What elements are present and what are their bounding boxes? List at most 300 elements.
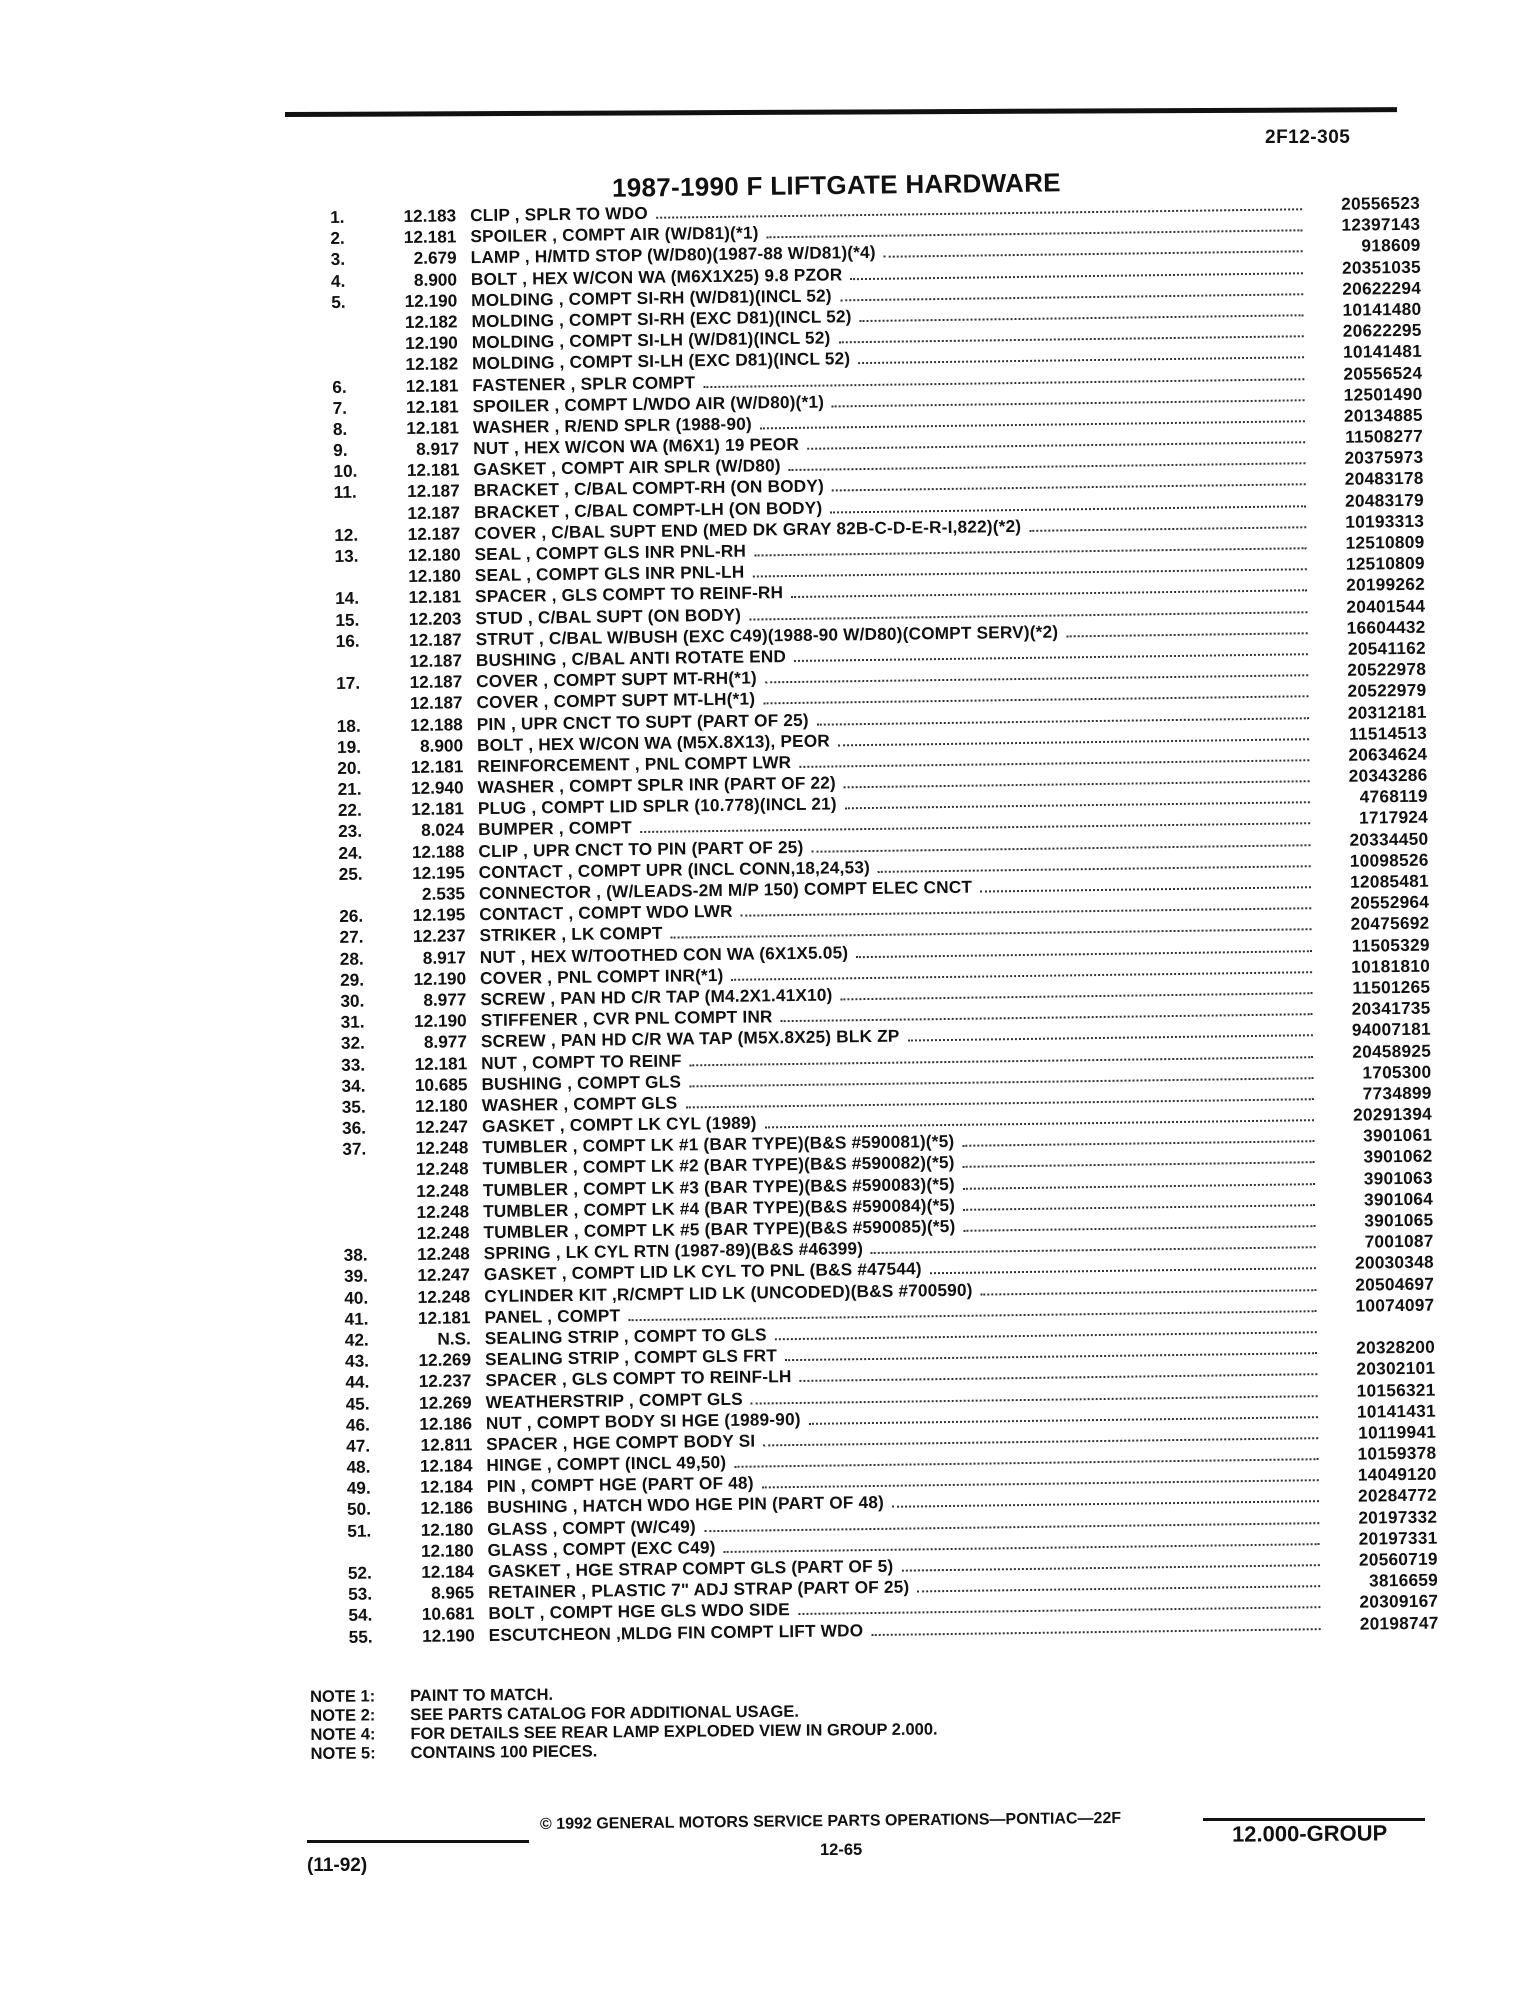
leader-dots — [917, 1585, 1320, 1592]
ref-number: 40. — [344, 1287, 369, 1308]
leader-dots — [840, 293, 1303, 301]
page-title: 1987-1990 F LIFTGATE HARDWARE — [611, 167, 1062, 203]
part-description: TUMBLER , COMPT LK #5 (BAR TYPE)(B&S #590085)(*5) — [483, 1215, 956, 1243]
group-number: 12.203 — [408, 607, 462, 629]
group-number: 12.248 — [415, 1158, 469, 1180]
ref-number — [348, 1557, 390, 1558]
part-description: GLASS , COMPT (W/C49) — [487, 1515, 696, 1539]
ref-number: 55. — [348, 1626, 373, 1647]
leader-dots — [981, 1289, 1317, 1295]
group-number: 12.181 — [410, 756, 464, 777]
part-number: 94007181 — [1351, 1018, 1431, 1041]
ref-number: 29. — [339, 969, 365, 990]
group-number: 12.183 — [403, 205, 457, 227]
leader-dots — [1066, 632, 1307, 637]
ref-number — [332, 350, 374, 351]
leader-dots — [1029, 526, 1306, 532]
group-number: 12.186 — [419, 1412, 473, 1434]
part-description: CYLINDER KIT ,R/CMPT LID LK (UNCODED)(B&S #700590) — [484, 1279, 973, 1306]
group-number: 12.187 — [409, 692, 463, 714]
part-number: 20458925 — [1352, 1040, 1432, 1062]
part-description: SEAL , COMPT GLS INR PNL-LH — [474, 561, 745, 586]
ref-number — [334, 519, 376, 520]
leader-dots — [892, 1501, 1319, 1509]
group-number: 10.685 — [414, 1073, 468, 1095]
part-description: BUSHING , COMPT GLS — [481, 1071, 682, 1094]
leader-dots — [962, 1140, 1314, 1147]
part-number: 20302101 — [1356, 1357, 1436, 1379]
part-description: SPOILER , COMPT AIR (W/D81)(*1) — [470, 222, 759, 247]
part-description: TUMBLER , COMPT LK #2 (BAR TYPE)(B&S #590082)(*5) — [482, 1152, 955, 1179]
leader-dots — [832, 484, 1306, 492]
group-number: 12.248 — [416, 1201, 470, 1222]
ref-number: 31. — [340, 1011, 365, 1033]
note-label: NOTE 5: — [310, 1744, 376, 1763]
group-number: 12.187 — [409, 671, 463, 693]
group-number: 12.184 — [421, 1561, 475, 1582]
part-number: 3901064 — [1363, 1188, 1434, 1210]
group-number: 8.900 — [419, 734, 464, 756]
part-number: 12510809 — [1345, 531, 1425, 553]
group-number: 12.187 — [407, 480, 460, 502]
group-number: 12.188 — [410, 713, 463, 735]
part-number: 20284772 — [1357, 1485, 1438, 1507]
part-number: 20375973 — [1344, 446, 1424, 468]
ref-number: 54. — [348, 1604, 373, 1626]
part-description: WEATHERSTRIP , COMPT GLS — [485, 1388, 743, 1412]
ref-number: 17. — [336, 672, 361, 694]
part-number: 10141480 — [1342, 298, 1422, 320]
part-description: SCREW , PAN HD C/R WA TAP (M5X.8X25) BLK ZP — [480, 1025, 900, 1052]
ref-number: 41. — [344, 1308, 369, 1329]
part-number: 12397143 — [1341, 213, 1421, 235]
group-number: 12.180 — [420, 1540, 474, 1561]
group-number: 12.940 — [410, 777, 464, 799]
group-number: 12.247 — [415, 1116, 469, 1138]
part-description: MOLDING , COMPT SI-LH (EXC D81)(INCL 52) — [471, 348, 851, 374]
group-number: 12.190 — [405, 332, 458, 354]
part-number: 20309167 — [1359, 1590, 1439, 1613]
page-code: 2F12-305 — [1265, 127, 1351, 148]
part-description: NUT , COMPT BODY SI HGE (1989-90) — [485, 1408, 801, 1433]
part-description: COVER , C/BAL SUPT END (MED DK GRAY 82B-C-D-E-R-I,822)(*2) — [474, 515, 1022, 543]
part-description: BOLT , COMPT HGE GLS WDO SIDE — [488, 1599, 791, 1624]
part-description: GASKET , COMPT LK CYL (1989) — [481, 1112, 757, 1137]
note-label: NOTE 4: — [310, 1725, 376, 1744]
part-description: GASKET , COMPT LID LK CYL TO PNL (B&S #47544) — [483, 1258, 922, 1285]
part-description: COVER , COMPT SUPT MT-LH(*1) — [476, 688, 756, 713]
group-number: 8.917 — [422, 946, 466, 968]
leader-dots — [830, 505, 1306, 513]
part-number: 7001087 — [1364, 1230, 1434, 1252]
part-description: WASHER , COMPT GLS — [481, 1092, 678, 1115]
ref-number: 4. — [330, 270, 346, 291]
part-number: 20199262 — [1346, 574, 1426, 596]
ref-number: 32. — [340, 1032, 365, 1054]
leader-dots — [963, 1204, 1315, 1211]
leader-dots — [832, 399, 1305, 407]
note-text: FOR DETAILS SEE REAR LAMP EXPLODED VIEW IN GROUP 2.000. — [410, 1720, 938, 1744]
group-number: N.S. — [437, 1328, 471, 1349]
ref-number: 15. — [335, 609, 360, 630]
part-description: TUMBLER , COMPT LK #3 (BAR TYPE)(B&S #590083)(*5) — [482, 1173, 955, 1200]
part-number: 11501265 — [1352, 976, 1431, 998]
part-number: 3901061 — [1363, 1124, 1433, 1146]
ref-number: 38. — [343, 1244, 368, 1266]
part-number — [1325, 1332, 1435, 1333]
ref-number: 18. — [336, 715, 361, 736]
part-number: 20134885 — [1343, 404, 1423, 426]
part-number: 4768119 — [1359, 785, 1428, 807]
ref-number: 48. — [346, 1456, 371, 1477]
part-number: 1717924 — [1358, 807, 1429, 829]
part-description: PIN , UPR CNCT TO SUPT (PART OF 25) — [476, 709, 809, 734]
part-description: BOLT , HEX W/CON WA (M6X1X25) 9.8 PZOR — [470, 263, 843, 289]
part-number: 3901065 — [1364, 1209, 1434, 1231]
group-number: 12.184 — [420, 1476, 473, 1498]
ref-number: 51. — [347, 1520, 372, 1541]
ref-number: 1. — [330, 206, 345, 227]
part-description: CLIP , UPR CNCT TO PIN (PART OF 25) — [478, 836, 804, 861]
part-description: COVER , PNL COMPT INR(*1) — [479, 964, 724, 988]
group-number: 12.182 — [404, 311, 458, 332]
part-number: 16604432 — [1346, 616, 1426, 638]
part-number: 20634624 — [1348, 743, 1428, 765]
part-description: SEALING STRIP , COMPT TO GLS — [484, 1324, 767, 1349]
group-number: 10.681 — [421, 1603, 475, 1625]
part-number: 10119941 — [1358, 1421, 1437, 1443]
ref-number — [332, 328, 374, 329]
leader-dots — [860, 314, 1304, 322]
ref-number: 39. — [343, 1265, 369, 1287]
group-number: 8.900 — [413, 268, 458, 290]
part-number: 10193313 — [1345, 510, 1425, 532]
ref-number: 36. — [341, 1117, 367, 1138]
part-description: PANEL , COMPT — [484, 1305, 621, 1327]
leader-dots — [963, 1225, 1315, 1232]
part-number: 20030348 — [1354, 1252, 1435, 1274]
part-description: ESCUTCHEON ,MLDG FIN COMPT LIFT WDO — [488, 1619, 864, 1645]
ref-number: 14. — [334, 588, 360, 609]
part-description: PLUG , COMPT LID SPLR (10.778)(INCL 21) — [477, 793, 837, 819]
group-number: 12.181 — [414, 1052, 468, 1074]
ref-number: 33. — [341, 1054, 366, 1075]
part-description: CLIP , SPLR TO WDO — [469, 202, 648, 226]
ref-number: 34. — [341, 1075, 366, 1096]
part-number: 3901063 — [1363, 1167, 1433, 1189]
part-number: 20197332 — [1358, 1506, 1438, 1528]
leader-dots — [901, 1564, 1319, 1571]
part-description: GASKET , COMPT AIR SPLR (W/D80) — [473, 455, 781, 480]
group-number: 12.190 — [421, 1624, 475, 1646]
part-description: NUT , COMPT TO REINF — [481, 1049, 682, 1073]
part-number: 20334450 — [1349, 828, 1429, 850]
part-number: 12501490 — [1343, 383, 1423, 405]
group-number: 12.180 — [407, 544, 461, 566]
group-number: 12.248 — [415, 1137, 469, 1159]
part-number: 918609 — [1361, 235, 1421, 256]
part-number: 20483178 — [1344, 468, 1424, 490]
leader-dots — [980, 886, 1311, 892]
part-number: 10141481 — [1342, 341, 1423, 363]
group-number: 12.247 — [417, 1264, 471, 1286]
group-number: 8.917 — [416, 438, 460, 459]
leader-dots — [878, 865, 1311, 873]
part-description: SCREW , PAN HD C/R TAP (M4.2X1.41X10) — [480, 984, 833, 1010]
ref-number: 52. — [347, 1562, 372, 1583]
group-number: 12.181 — [405, 374, 459, 396]
part-number: 20560719 — [1358, 1548, 1438, 1570]
copyright-line: © 1992 GENERAL MOTORS SERVICE PARTS OPERATIONS—PONTIAC—22F — [539, 1809, 1122, 1834]
group-number: 12.184 — [419, 1455, 473, 1476]
group-number: 12.182 — [405, 353, 459, 375]
part-description: GLASS , COMPT (EXC C49) — [487, 1536, 716, 1560]
part-description: FASTENER , SPLR COMPT — [472, 371, 696, 395]
ref-number: 24. — [338, 842, 363, 863]
ref-number: 43. — [344, 1350, 370, 1372]
group-number: 12.195 — [412, 904, 466, 926]
group-number: 12.269 — [418, 1391, 472, 1413]
ref-number: 19. — [336, 736, 362, 757]
part-description: SPRING , LK CYL RTN (1987-89)(B&S #46399) — [483, 1238, 864, 1264]
part-description: BRACKET , C/BAL COMPT-LH (ON BODY) — [473, 497, 823, 522]
part-description: BUMPER , COMPT — [478, 817, 632, 840]
part-number: 10098526 — [1349, 849, 1429, 871]
leader-dots — [845, 801, 1310, 809]
leader-dots — [838, 335, 1303, 343]
group-number: 12.187 — [407, 501, 461, 523]
ref-number: 6. — [332, 376, 347, 397]
group-number: 12.181 — [406, 417, 460, 438]
ref-number: 50. — [346, 1499, 372, 1520]
part-number: 10074097 — [1355, 1294, 1435, 1316]
group-number: 12.181 — [417, 1307, 471, 1328]
ref-number: 7. — [332, 397, 348, 418]
part-description: SPACER , GLS COMPT TO REINF-RH — [474, 582, 784, 607]
part-number: 7734899 — [1362, 1082, 1432, 1104]
part-description: NUT , HEX W/CON WA (M6X1) 19 PEOR — [473, 433, 800, 459]
group-number: 12.180 — [415, 1095, 468, 1116]
part-number: 11508277 — [1345, 425, 1424, 447]
ref-number: 44. — [345, 1371, 370, 1393]
ref-number: 37. — [342, 1138, 367, 1160]
group-number: 2.535 — [421, 883, 466, 904]
ref-number — [343, 1176, 385, 1177]
ref-number: 10. — [333, 460, 358, 482]
ref-number: 13. — [334, 545, 359, 566]
group-number: 2.679 — [413, 247, 457, 269]
leader-dots — [963, 1162, 1315, 1169]
group-number: 12.190 — [413, 968, 467, 989]
group-number: 8.965 — [431, 1582, 475, 1603]
leader-dots — [871, 1628, 1320, 1636]
ref-number: 16. — [335, 630, 360, 651]
part-description: SPOILER , COMPT L/WDO AIR (W/D80)(*1) — [472, 391, 825, 416]
part-number: 12510809 — [1345, 552, 1425, 574]
ref-number — [336, 667, 378, 668]
ref-number: 11. — [333, 482, 357, 503]
ref-number: 3. — [330, 249, 346, 270]
group-number: 12.187 — [409, 650, 463, 671]
part-description: NUT , HEX W/TOOTHED CON WA (6X1X5.05) — [479, 941, 849, 967]
note-row — [310, 1740, 937, 1764]
part-description: CONNECTOR , (W/LEADS-2M M/P 150) COMPT ELEC CNCT — [478, 876, 973, 904]
leader-dots — [844, 780, 1310, 788]
leader-dots — [850, 272, 1303, 280]
part-number: 3901062 — [1363, 1146, 1433, 1167]
part-description: SEAL , COMPT GLS INR PNL-RH — [474, 540, 747, 565]
footer-rule-left — [307, 1840, 529, 1843]
parts-list — [330, 193, 1439, 1648]
part-number: 3816659 — [1368, 1569, 1439, 1591]
ref-number — [343, 1197, 385, 1198]
leader-dots — [908, 1035, 1313, 1042]
group-number: 8.977 — [423, 1031, 468, 1053]
ref-number — [335, 583, 377, 584]
group-number: 12.269 — [418, 1349, 472, 1371]
ref-number: 46. — [345, 1414, 370, 1435]
group-number: 12.180 — [420, 1518, 474, 1540]
part-description: CONTACT , COMPT WDO LWR — [479, 900, 733, 925]
leader-dots — [930, 1268, 1316, 1275]
group-number: 12.237 — [418, 1370, 472, 1392]
group-number: 12.248 — [417, 1243, 470, 1265]
ref-number: 9. — [333, 439, 348, 461]
leader-dots — [871, 1246, 1316, 1254]
part-description: BOLT , HEX W/CON WA (M5X.8X13), PEOR — [476, 730, 831, 755]
leader-dots — [963, 1183, 1315, 1190]
part-number: 11505329 — [1351, 934, 1430, 956]
part-number: 10141431 — [1356, 1400, 1436, 1422]
part-description: WASHER , COMPT SPLR INR (PART OF 22) — [477, 772, 837, 798]
ref-number: 49. — [346, 1477, 371, 1499]
note-label: NOTE 2: — [310, 1706, 376, 1725]
part-description: STUD , C/BAL SUPT (ON BODY) — [475, 604, 742, 628]
group-number: 12.190 — [404, 290, 458, 311]
ref-number: 12. — [334, 524, 359, 545]
part-description: GASKET , HGE STRAP COMPT GLS (PART OF 5) — [487, 1555, 894, 1582]
group-number: 12.248 — [416, 1179, 470, 1201]
ref-number: 5. — [331, 291, 346, 312]
page-number: 12-65 — [820, 1841, 863, 1859]
ref-number: 23. — [338, 821, 363, 842]
part-number: 20291394 — [1352, 1103, 1433, 1125]
part-description: LAMP , H/MTD STOP (W/D80)(1987-88 W/D81)(*4) — [470, 242, 876, 268]
ref-number: 42. — [344, 1329, 369, 1350]
part-number: 20341735 — [1351, 997, 1431, 1019]
part-description: SEALING STRIP , COMPT GLS FRT — [484, 1345, 778, 1370]
ref-number: 30. — [340, 990, 365, 1011]
group-number: 12.237 — [412, 925, 466, 947]
part-number: 20522979 — [1347, 680, 1427, 702]
part-description: MOLDING , COMPT SI-RH (W/D81)(INCL 52) — [471, 285, 832, 310]
part-description: PIN , COMPT HGE (PART OF 48) — [486, 1472, 754, 1497]
group-number: 8.977 — [423, 989, 467, 1010]
part-description: BUSHING , C/BAL ANTI ROTATE END — [475, 646, 787, 671]
part-number: 20475692 — [1350, 913, 1430, 935]
part-description: STRIKER , LK COMPT — [479, 923, 663, 946]
note-text: PAINT TO MATCH. — [409, 1685, 554, 1706]
part-number: 10181810 — [1351, 955, 1431, 977]
revision-date: (11-92) — [307, 1855, 368, 1876]
ref-number — [339, 900, 381, 901]
ref-number: 8. — [332, 418, 348, 439]
ref-number: 47. — [346, 1435, 371, 1456]
ref-number: 26. — [339, 905, 364, 927]
part-number: 10156321 — [1356, 1379, 1436, 1401]
ref-number: 28. — [339, 948, 364, 969]
group-label: 12.000-GROUP — [1231, 1820, 1388, 1847]
leader-dots — [884, 251, 1303, 258]
group-number: 12.180 — [408, 565, 461, 587]
part-number: 20556523 — [1341, 192, 1421, 214]
part-number: 20328200 — [1356, 1336, 1436, 1358]
leader-dots — [838, 738, 1309, 746]
group-number: 12.181 — [403, 226, 457, 248]
part-number: 20541162 — [1347, 637, 1426, 659]
part-description: BUSHING , HATCH WDO HGE PIN (PART OF 48) — [486, 1492, 885, 1518]
ref-number: 25. — [338, 863, 363, 884]
part-number: 20622295 — [1342, 319, 1422, 341]
part-number: 20197331 — [1358, 1527, 1438, 1549]
part-number: 20504697 — [1355, 1273, 1435, 1295]
part-description: STIFFENER , CVR PNL COMPT INR — [480, 1006, 773, 1031]
part-description: WASHER , R/END SPLR (1988-90) — [472, 413, 752, 438]
part-number: 14049120 — [1357, 1463, 1437, 1485]
ref-number: 27. — [339, 927, 364, 948]
group-number: 8.024 — [421, 819, 465, 841]
part-number: 1705300 — [1362, 1061, 1432, 1083]
part-number: 11514513 — [1348, 722, 1428, 744]
leader-dots — [841, 992, 1313, 1000]
part-number: 10159378 — [1357, 1442, 1437, 1464]
part-number: 12085481 — [1349, 870, 1430, 892]
part-number: 20401544 — [1346, 595, 1426, 617]
part-number: 20483179 — [1344, 489, 1425, 511]
group-number: 12.190 — [413, 1010, 467, 1032]
ref-number — [332, 371, 374, 372]
ref-number: 35. — [341, 1096, 366, 1117]
group-number: 12.186 — [420, 1497, 474, 1519]
group-number: 12.187 — [408, 629, 462, 650]
part-description: REINFORCEMENT , PNL COMPT LWR — [477, 751, 792, 776]
part-description: RETAINER , PLASTIC 7" ADJ STRAP (PART OF 25) — [488, 1576, 910, 1603]
part-number: 20556524 — [1343, 362, 1423, 384]
part-description: COVER , COMPT SUPT MT-RH(*1) — [476, 667, 757, 692]
part-number: 20522978 — [1347, 658, 1427, 680]
part-description: STRUT , C/BAL W/BUSH (EXC C49)(1988-90 W/D80)(COMPT SERV)(*2) — [475, 621, 1059, 649]
part-number: 20343286 — [1348, 764, 1428, 786]
part-description: MOLDING , COMPT SI-LH (W/D81)(INCL 52) — [471, 327, 831, 353]
ref-number — [337, 710, 379, 711]
part-description: HINGE , COMPT (INCL 49,50) — [486, 1451, 727, 1476]
group-number: 12.181 — [411, 798, 465, 820]
part-number: 20312181 — [1347, 701, 1427, 723]
leader-dots — [858, 357, 1304, 365]
group-number: 12.181 — [408, 586, 462, 608]
ref-number: 2. — [330, 227, 345, 249]
part-number: 20552964 — [1350, 891, 1430, 913]
ref-number — [343, 1218, 385, 1219]
notes-list — [310, 1683, 938, 1764]
part-description: TUMBLER , COMPT LK #4 (BAR TYPE)(B&S #590084)(*5) — [483, 1194, 956, 1221]
part-description: BRACKET , C/BAL COMPT-RH (ON BODY) — [473, 475, 825, 501]
group-number: 12.248 — [416, 1222, 470, 1243]
note-text: CONTAINS 100 PIECES. — [410, 1742, 598, 1763]
part-number: 20622294 — [1342, 277, 1422, 299]
part-description: TUMBLER , COMPT LK #1 (BAR TYPE)(B&S #590081)(*5) — [482, 1131, 955, 1158]
ref-number: 21. — [337, 778, 362, 800]
